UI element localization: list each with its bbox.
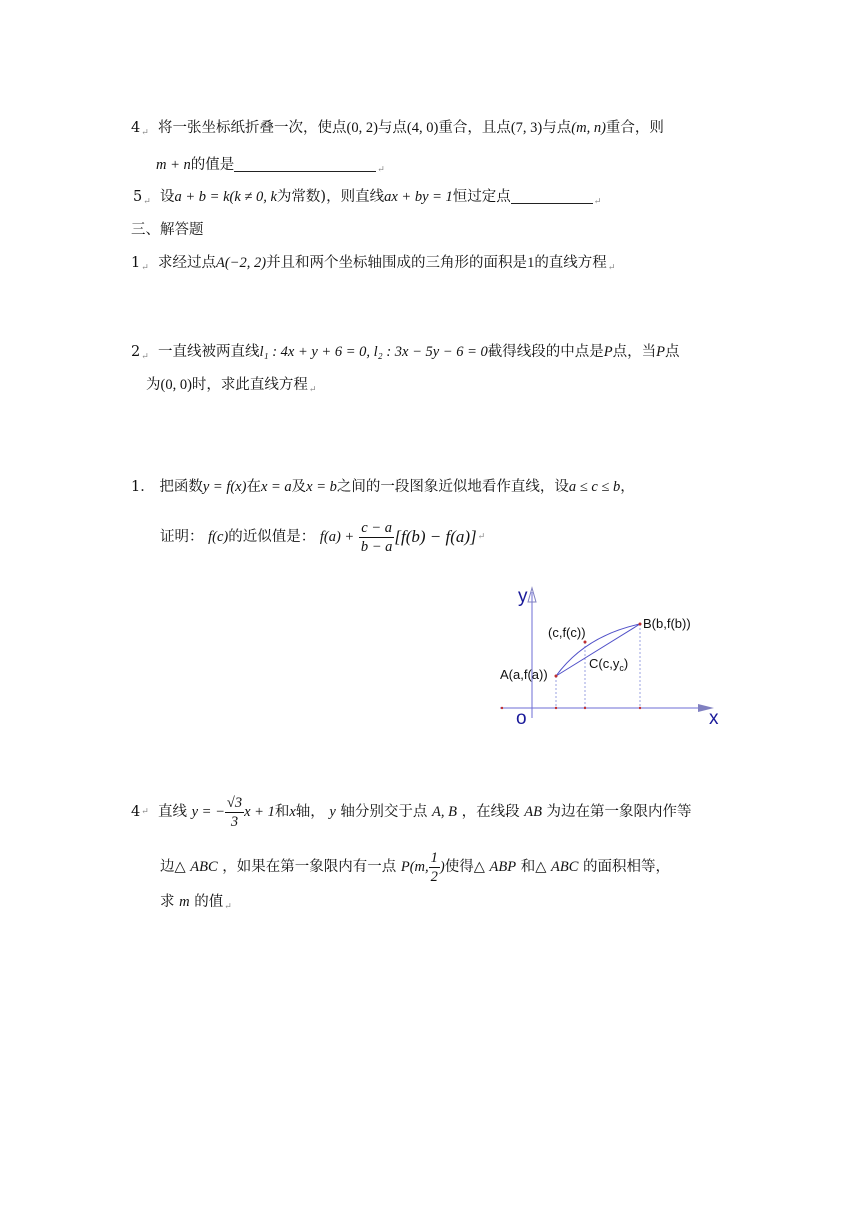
origin-label: o <box>516 708 527 729</box>
point-a <box>555 675 558 678</box>
question-4b-line3: 求 m 的值$_↵$ <box>160 894 232 912</box>
question-number: 1 <box>131 255 141 271</box>
point-c-label: $C(c,y_c)$ <box>589 656 629 673</box>
answer-blank[interactable] <box>234 155 376 172</box>
point-b-label: B(b,f(b)) <box>643 616 691 631</box>
tick-b <box>639 707 641 709</box>
section-heading: 三、解答题 <box>131 222 204 238</box>
fraction-sqrt3-over-3: $\frac{√3}{3}$ <box>226 794 243 830</box>
question-4b-line1: 4 ↵ 直线 y = − $\frac{√3}{3}$ x + 1 和 x 轴， y 轴分别交于点 A, B ，在线段 AB 为边在第一象限内作等 <box>131 794 692 830</box>
question-5: $5_↵$ 设a + b = k(k ≠ 0, k为常数)，则直线ax + by = 1恒过定点 $_↵$ <box>133 189 602 207</box>
question-4b-line2: 边△ ABC ，如果在第一象限内有一点 P(m, $\frac{1}{2}$ ) 使得△ ABP 和△ ABC 的面积相等， <box>160 849 670 885</box>
question-number: 1． <box>131 479 155 495</box>
tick-c <box>584 707 586 709</box>
question-number: 2 <box>131 344 141 360</box>
proof-problem-line2: 证明： f(c) 的近似值是： f(a) + $\frac{c - a}{b - a}$ [f(b) − f(a)] ↵ <box>160 519 486 555</box>
tick-a <box>555 707 557 709</box>
tick-left <box>501 707 503 709</box>
answer-blank[interactable] <box>511 187 593 204</box>
function-graph-figure <box>490 580 730 730</box>
point-cfc-label: (c,f(c)) <box>548 625 586 640</box>
point-b <box>639 623 642 626</box>
fraction: $\frac{c - a}{b - a}$ <box>360 519 393 555</box>
question-4-line1: $4_↵$ 将一张坐标纸折叠一次，使点(0, 2)与点(4, 0)重合，且点(7, 3)与点(m, n)重合，则 <box>131 120 664 138</box>
question-number: 4 <box>131 120 141 136</box>
solve-question-2-line1: $2_↵$ 一直线被两直线l₁ : 4x + y + 6 = 0, l₂ : 3x − 5y − 6 = 0截得线段的中点是P点，当P点 <box>131 344 680 362</box>
solve-question-2-line2: 为(0, 0)时，求此直线方程$_↵$ <box>146 377 317 395</box>
x-axis-label: x <box>709 708 719 729</box>
point-a-label: A(a,f(a)) <box>500 667 548 682</box>
point-c-curve <box>584 641 587 644</box>
fraction-one-half: $\frac{1}{2}$ <box>430 849 438 885</box>
proof-problem-line1: 1． 把函数y = f(x)在x = a及x = b之间的一段图象近似地看作直线，设a ≤ c ≤ b， <box>131 479 635 495</box>
question-number: 4 <box>131 804 141 820</box>
solve-question-1: $1_↵$ 求经过点A(−2, 2)并且和两个坐标轴围成的三角形的面积是1的直线方程$_↵$ <box>131 255 616 273</box>
question-number: 5 <box>133 189 143 205</box>
question-4-line2: m + n的值是 $_↵$ <box>156 157 385 175</box>
y-axis-label: y <box>518 586 528 607</box>
